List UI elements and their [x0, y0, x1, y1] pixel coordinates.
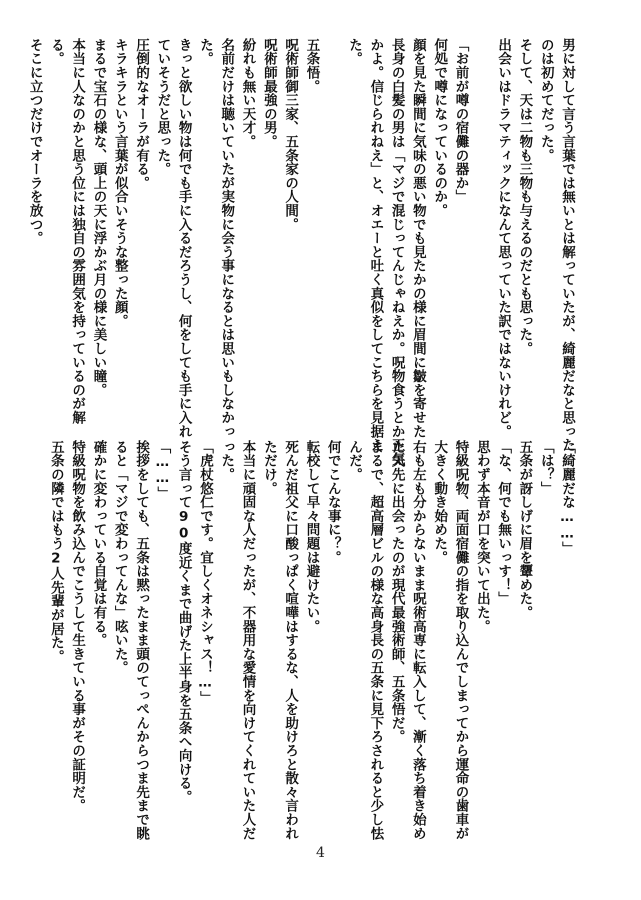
text-line: 長身の白髪の男は「マジで混じってんじゃねえか。呪物食うとか正気 [388, 38, 405, 466]
text-line: 何でこんな事に？。 [324, 440, 341, 565]
text-line: まるで宝石の様な、頭上の天に浮かぶ月の様に美しい瞳。 [90, 38, 107, 397]
text-line: そう言って90度近くまで曲げた上半身を五条へ向ける。 [175, 440, 192, 804]
text-line: のは初めてだった。 [537, 38, 554, 163]
text-line: 「は？」 [537, 440, 554, 496]
text-line: った。 [218, 440, 235, 482]
text-line: 確かに変わっている自覚は有る。 [90, 440, 107, 647]
text-line: た矢先に出会ったのが現代最強術師、五条悟だ。 [388, 440, 405, 744]
text-line: 特級呪物を飲み込んでこうして生きている事がその証明だ。 [69, 440, 86, 813]
text-line: 死んだ祖父に口酸っぱく喧嘩はするな、人を助けろと散々言われ [282, 440, 299, 841]
text-line: 「お前が噂の宿儺の器か」 [452, 38, 469, 204]
page-number: 4 [316, 845, 325, 861]
text-line: 右も左も分からないまま呪術高専に転入して、漸く落ち着き始め [409, 440, 426, 841]
text-line: 「綺麗だな……」 [559, 440, 575, 556]
text-line: 出会いはドラマティックになんて思っていた訳ではないけれど。 [495, 38, 512, 439]
text-line: 「虎杖悠仁です。宜しくオネシャス！…」 [196, 440, 213, 705]
text-line: 五条の隣ではもう2人先輩が居た。 [47, 440, 64, 664]
text-line: 男に対して言う言葉では無いとは解っていたが、綺麗だなと思った [559, 38, 575, 452]
text-line: 本当に頑固な人だったが、不器用な愛情を向けてくれていた人だ [239, 440, 256, 841]
text-line: 「……」 [154, 440, 171, 501]
text-line: た。 [196, 38, 213, 66]
text-line: 大きく動き始めた。 [431, 440, 448, 565]
text-line: 何処で噂になっているのか。 [431, 38, 448, 218]
text-line: 呪術師最強の男。 [260, 38, 277, 149]
text-line: きっと欲しい物は何でも手に入るだろうし、何をしても手に入れ [175, 38, 192, 439]
text-line: 五条が訝しげに眉を顰めた。 [516, 440, 533, 620]
text-line: 転校して早々問題は避けたい。 [303, 440, 320, 634]
text-line: ただけ。 [260, 440, 277, 496]
text-line: 特級呪物、両面宿儺の指を取り込んでしまってから運命の歯車が [452, 440, 469, 841]
blank-line [471, 38, 492, 443]
text-line: ていそうだと思った。 [154, 38, 171, 176]
text-line: そこに立つだけでオーラを放つ。 [26, 38, 43, 245]
text-line: まるで、超高層ビルの様な高身長の五条に見下ろされると少し怯 [367, 440, 384, 841]
text-line: 名前だけは聴いていたが実物に会う事になるとは思いもしなかっ [218, 38, 235, 439]
text-line: ると「マジで変わってんな」呟いた。 [111, 440, 128, 675]
text-line: 圧倒的なオーラが有る。 [133, 38, 150, 190]
text-line: 呪術師御三家、五条家の人間。 [282, 38, 299, 232]
text-line: 「な、何でも無いっす！」 [495, 440, 512, 606]
text-line: 顔を見た瞬間に気味の悪い物でも見たかの様に眉間に皺を寄せた [409, 38, 426, 439]
text-line: た。 [346, 38, 363, 66]
text-line: 紛れも無い天才。 [239, 38, 256, 149]
blank-line [321, 38, 342, 443]
text-line: る。 [47, 38, 64, 66]
text-line: そして、天は二物も三物も与えるのだとも思った。 [516, 38, 533, 356]
text-line: 本当に人なのかと思う位には独自の雰囲気を持っているのが解 [69, 38, 86, 425]
lower-text-block [47, 440, 577, 845]
text-line: 思わず本音が口を突いて出た。 [473, 440, 490, 634]
text-line: かよ。信じられねえ」と、オエーと吐く真似をしてこちらを見据え [367, 38, 384, 452]
text-line: んだ。 [346, 440, 363, 482]
text-line: 挨拶をしても、五条は黙ったまま頭のてっぺんからつま先まで眺 [133, 440, 150, 841]
text-line: キラキラという言葉が似合いそうな整った顔。 [111, 38, 128, 328]
text-line: 五条悟。 [303, 38, 320, 94]
